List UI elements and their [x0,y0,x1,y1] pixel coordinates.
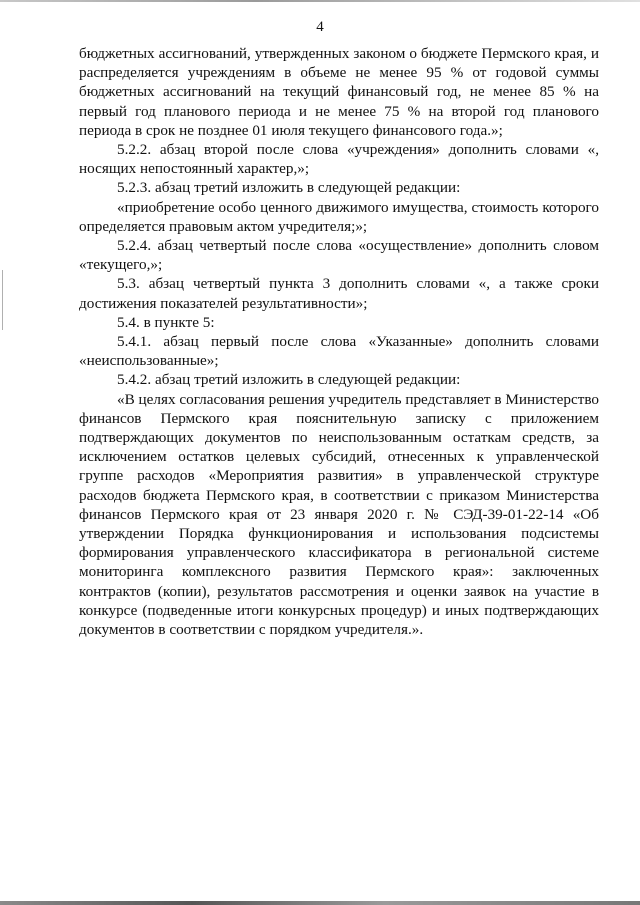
scan-edge-top [0,0,640,2]
paragraph: 5.4.2. абзац третий изложить в следующей редакции: [117,371,461,389]
paragraph: 5.3. абзац четвертый пункта 3 дополнить словами «, а также сроки достижения показателей результативности»; [79,275,599,312]
paragraph: «В целях согласования решения учредитель представляет в Министерство финансов Пермского края пояснительную записку с приложением подтверждающих документов по неиспользованным остаткам средств, за исключением остатков целевых субсидий, отнесенных к управленческой группе расходов «Мероприятия развития» в управленческой структуре расходов бюджета Пермского края, в соответствии с приказом Министерства финансов Пермского края от 23 января 2020 г. № СЭД-39-01-22-14 «Об утверждении Порядка функционирования и использования подсистемы формирования управленческого классификатора в региональной системе мониторинга комплексного развития Пермского края»: заключенных контрактов (копии), результатов рассмотрения и оценки заявок на участие в конкурсе (подведенные итоги конкурсных процедур) и иных подтверждающих документов в соответствии с порядком учредителя.». [79,390,599,639]
paragraph: 5.2.4. абзац четвертый после слова «осуществление» дополнить словом «текущего,»; [79,237,599,274]
paragraph: 5.2.2. абзац второй после слова «учреждения» дополнить словами «, носящих непостоянный характер,»; [79,141,599,178]
paragraph: 5.4. в пункте 5: [117,313,215,331]
paragraph: 5.4.1. абзац первый после слова «Указанные» дополнить словами «неиспользованные»; [79,333,599,370]
paragraph: «приобретение особо ценного движимого имущества, стоимость которого определяется правовым актом учредителя;»; [79,198,599,235]
page-number: 4 [316,19,324,35]
document-body [79,44,599,639]
scan-edge-left [2,270,3,330]
paragraph: 5.2.3. абзац третий изложить в следующей редакции: [117,179,461,197]
scan-edge-bottom [0,901,640,905]
paragraph: бюджетных ассигнований, утвержденных законом о бюджете Пермского края, и распределяется учреждениям в объеме не менее 95 % от годовой суммы бюджетных ассигнований на текущий финансовый год, не менее 85 % на первый год планового периода и не менее 75 % на второй год планового периода в срок не позднее 01 июля текущего финансового года.»; [79,45,599,139]
